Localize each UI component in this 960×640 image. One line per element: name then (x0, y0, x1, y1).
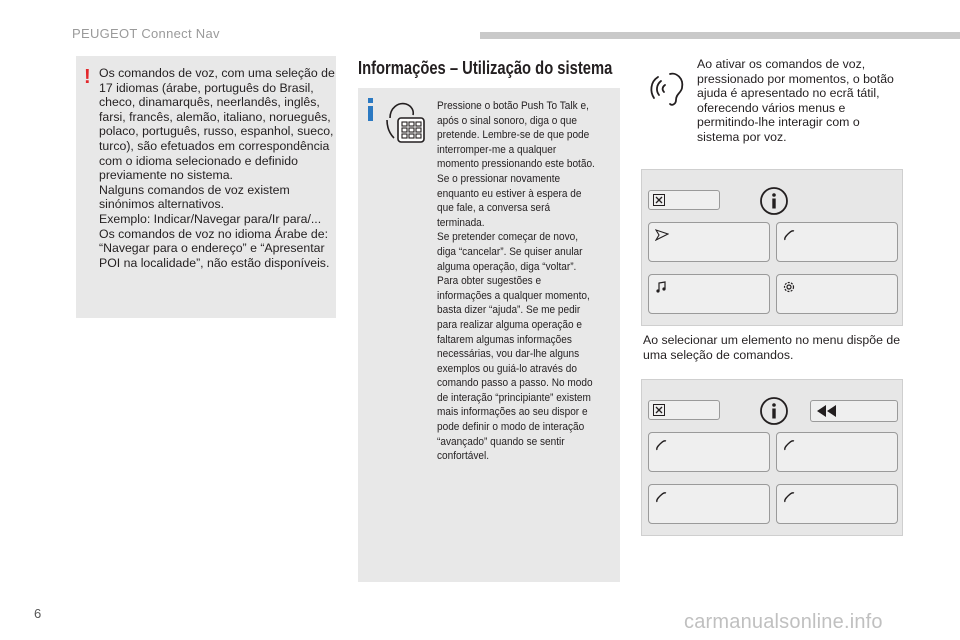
music-icon (655, 281, 667, 293)
menu-selection-text: Ao selecionar um elemento no menu dispõe de uma seleção de comandos. (643, 333, 901, 362)
phone-icon (655, 491, 667, 503)
info-icon[interactable] (759, 396, 789, 426)
warning-line: Os comandos de voz no idioma Árabe de: “Navegar para o endereço” e “Apresentar POI na localidade”, não estão disponíveis. (99, 226, 330, 270)
navigation-tile[interactable] (648, 222, 770, 262)
phone-tile[interactable] (776, 222, 898, 262)
back-button[interactable] (810, 400, 898, 422)
phone-icon (783, 491, 795, 503)
music-tile[interactable] (648, 274, 770, 314)
command-tile[interactable] (648, 432, 770, 472)
command-tile[interactable] (776, 484, 898, 524)
command-tile[interactable] (648, 484, 770, 524)
warning-line: Exemplo: Indicar/Navegar para/Ir para/... (99, 211, 322, 226)
phone-icon (783, 229, 795, 241)
close-icon (653, 194, 665, 206)
info-icon (366, 98, 375, 121)
watermark: carmanualsonline.info (684, 611, 883, 633)
warning-line: Os comandos de voz, com uma seleção de 17 idiomas (árabe, português do Brasil, checo, dinamarquês, neerlandês, inglês, farsi, francês, alemão, italiano, norueguês, polaco, português, russo, espanhol, sueco, turco), são efetuados em correspondência com o idioma selecionado e definido previamente no sistema. (99, 66, 335, 183)
voice-command-icon (646, 68, 690, 108)
warning-icon: ! (84, 66, 91, 88)
close-icon (653, 404, 665, 416)
page-number: 6 (34, 606, 42, 621)
warning-text (99, 66, 335, 270)
info-paragraph: Se pretender começar de novo, diga “cancelar”. Se quiser anular alguma operação, diga “voltar”. (437, 231, 583, 273)
command-panel (641, 379, 903, 536)
phone-icon (655, 439, 667, 451)
info-text (437, 99, 597, 464)
settings-tile[interactable] (776, 274, 898, 314)
phone-icon (783, 439, 795, 451)
navigation-icon (655, 229, 669, 241)
warning-line: Nalguns comandos de voz existem sinónimos alternativos. (99, 182, 290, 212)
right-intro (697, 57, 897, 145)
info-icon[interactable] (759, 186, 789, 216)
info-paragraph: Pressione o botão Push To Talk e, após o sinal sonoro, diga o que pretende. Lembre-se de que pode interromper-me a qualquer momento pressionando este botão. Se o pressionar novamente enquanto eu estiver à espera de que fale, a conversa será terminada. (437, 100, 595, 229)
close-button[interactable] (648, 190, 720, 210)
header-title: PEUGEOT Connect Nav (72, 26, 220, 41)
voice-menu-panel (641, 169, 903, 326)
push-to-talk-icon (384, 98, 428, 146)
info-paragraph: Para obter sugestões e informações a qualquer momento, basta dizer “ajuda”. Se me pedir para realizar alguma operação e faltarem algumas informações necessárias, vou dar-lhe alguns exemplos ou guiá-lo através do comando passo a passo. No modo de interação “principiante” existem mais informações ao seu dispor e pode definir o modo de interação “avançado” quando se sentir confortável. (437, 275, 593, 463)
command-tile[interactable] (776, 432, 898, 472)
close-button[interactable] (648, 400, 720, 420)
settings-icon (783, 281, 795, 293)
right-menu-text (643, 333, 913, 362)
section-title: Informações – Utilização do sistema (358, 58, 613, 78)
header-bar (480, 32, 960, 39)
rewind-icon (815, 404, 839, 418)
right-intro-text: Ao ativar os comandos de voz, pressionado por momentos, o botão ajuda é apresentado no ecrã tátil, oferecendo vários menus e permitindo-lhe interagir com o sistema por voz. (697, 57, 894, 144)
